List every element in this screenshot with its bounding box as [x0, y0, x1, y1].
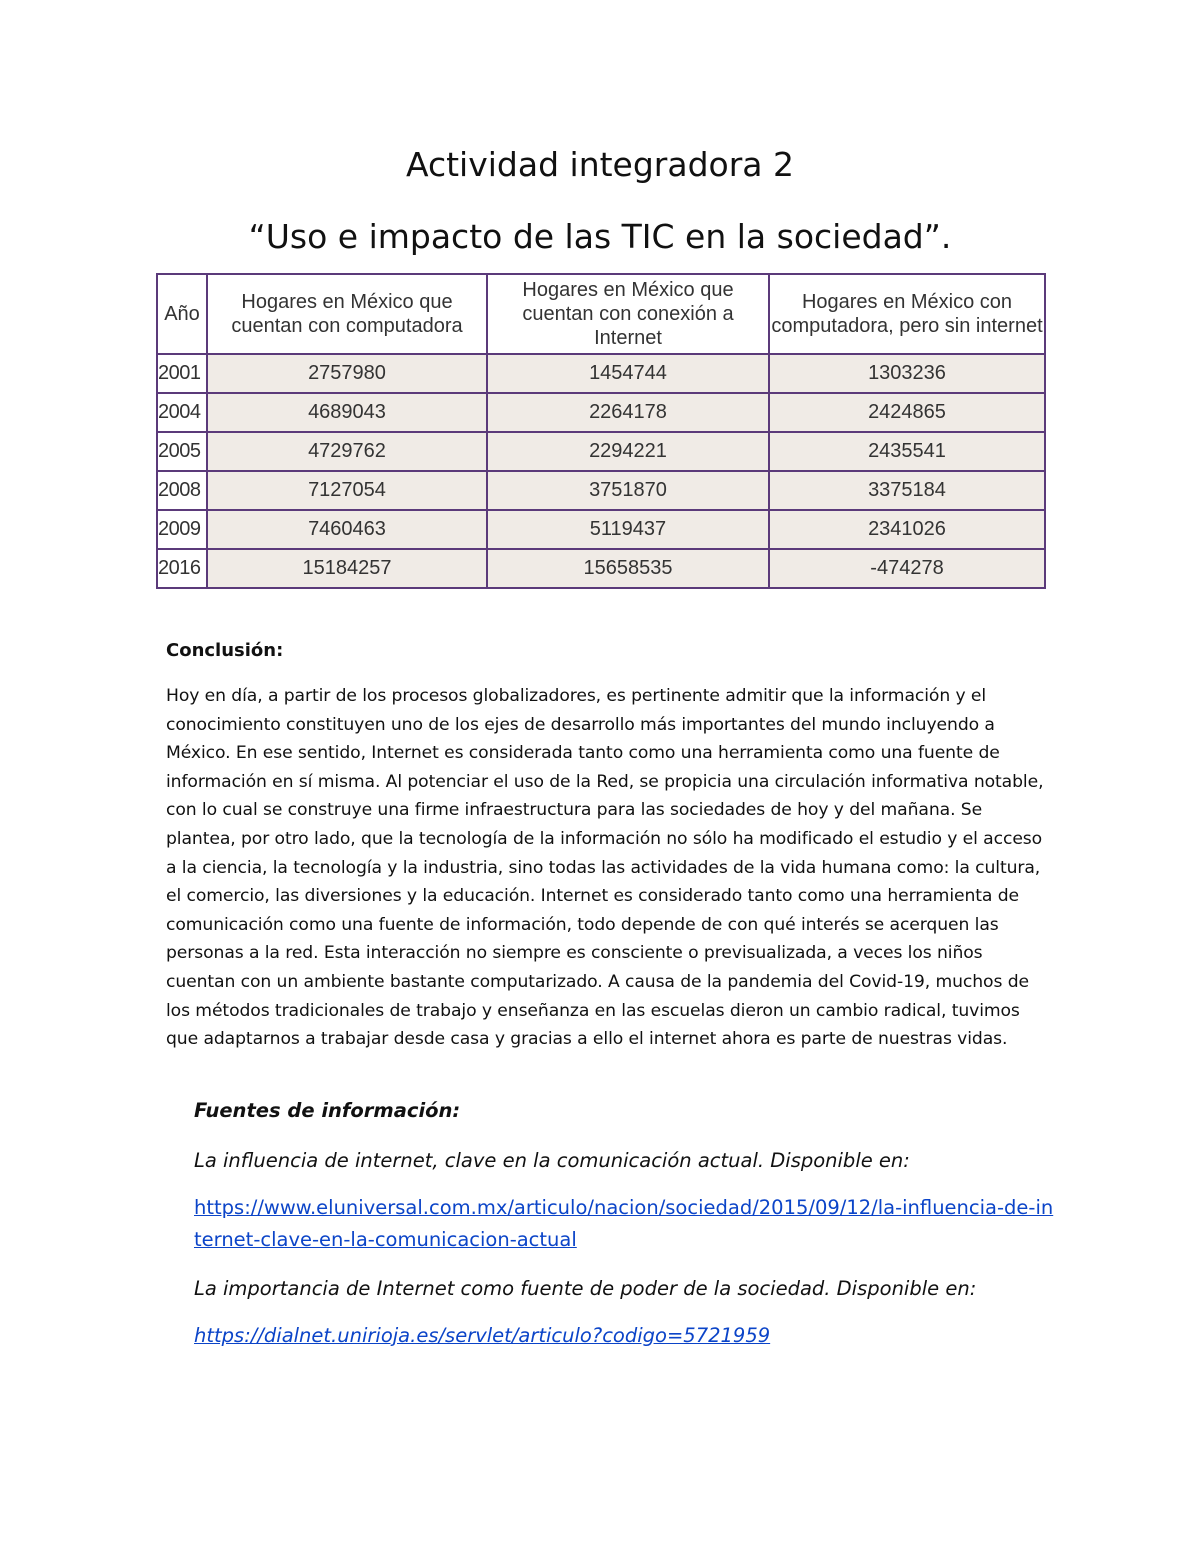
source-link[interactable]: https://dialnet.unirioja.es/servlet/articulo?codigo=5721959: [194, 1324, 771, 1347]
sources-heading: Fuentes de información:: [194, 1099, 461, 1122]
table-row: [157, 471, 1045, 510]
cell-year: 2004: [157, 393, 207, 432]
cell-computer-no-internet: -474278: [769, 549, 1045, 588]
table-header-row: [157, 274, 1045, 354]
cell-internet: 2264178: [487, 393, 769, 432]
cell-internet: 5119437: [487, 510, 769, 549]
cell-computers: 7127054: [207, 471, 487, 510]
cell-internet: 15658535: [487, 549, 769, 588]
header-computer-no-internet: Hogares en México con computadora, pero sin internet: [769, 274, 1045, 354]
cell-computer-no-internet: 2341026: [769, 510, 1045, 549]
document-subtitle: “Uso e impacto de las TIC en la sociedad”.: [248, 217, 952, 256]
table-row: [157, 549, 1045, 588]
cell-year: 2005: [157, 432, 207, 471]
cell-computer-no-internet: 3375184: [769, 471, 1045, 510]
table-row: [157, 393, 1045, 432]
conclusion-paragraph: Hoy en día, a partir de los procesos globalizadores, es pertinente admitir que la información y el conocimiento constituyen uno de los ejes de desarrollo más importantes del mundo incluyendo a México. En ese sentido, Internet es considerada tanto como una herramienta como una fuente de información en sí misma. Al potenciar el uso de la Red, se propicia una circulación informativa notable, con lo cual se construye una firme infraestructura para las sociedades de hoy y del mañana. Se plantea, por otro lado, que la tecnología de la información no sólo ha modificado el estudio y el acceso a la ciencia, la tecnología y la industria, sino todas las actividades de la vida humana como: la cultura, el comercio, las diversiones y la educación. Internet es considerado tanto como una herramienta de comunicación como una fuente de información, todo depende de con qué interés se acerquen las personas a la red. Esta interacción no siempre es consciente o previsualizada, a veces los niños cuentan con un ambiente bastante computarizado. A causa de la pandemia del Covid-19, muchos de los métodos tradicionales de trabajo y enseñanza en las escuelas dieron un cambio radical, tuvimos que adaptarnos a trabajar desde casa y gracias a ello el internet ahora es parte de nuestras vidas.: [166, 686, 1044, 1050]
cell-computer-no-internet: 1303236: [769, 354, 1045, 393]
households-table: [156, 273, 1046, 589]
table-row: [157, 354, 1045, 393]
source-description: La influencia de internet, clave en la comunicación actual. Disponible en:: [194, 1149, 910, 1172]
cell-computers: 15184257: [207, 549, 487, 588]
cell-internet: 1454744: [487, 354, 769, 393]
cell-internet: 3751870: [487, 471, 769, 510]
header-internet: Hogares en México que cuentan con conexión a Internet: [487, 274, 769, 354]
source-description: La importancia de Internet como fuente de poder de la sociedad. Disponible en:: [194, 1277, 977, 1300]
document-title: Actividad integradora 2: [405, 145, 795, 184]
conclusion-heading: Conclusión:: [166, 640, 284, 661]
cell-computers: 4729762: [207, 432, 487, 471]
cell-computer-no-internet: 2435541: [769, 432, 1045, 471]
cell-year: 2008: [157, 471, 207, 510]
sources-section: [194, 1094, 1054, 1352]
cell-internet: 2294221: [487, 432, 769, 471]
table-row: [157, 432, 1045, 471]
source-link[interactable]: https://www.eluniversal.com.mx/articulo/nacion/sociedad/2015/09/12/la-influencia-de-internet-clave-en-la-comunicacion-actual: [194, 1196, 1054, 1251]
header-computers: Hogares en México que cuentan con computadora: [207, 274, 487, 354]
cell-year: 2016: [157, 549, 207, 588]
header-year: Año: [157, 274, 207, 354]
cell-computers: 2757980: [207, 354, 487, 393]
table-row: [157, 510, 1045, 549]
cell-computer-no-internet: 2424865: [769, 393, 1045, 432]
cell-computers: 7460463: [207, 510, 487, 549]
cell-year: 2001: [157, 354, 207, 393]
cell-computers: 4689043: [207, 393, 487, 432]
cell-year: 2009: [157, 510, 207, 549]
